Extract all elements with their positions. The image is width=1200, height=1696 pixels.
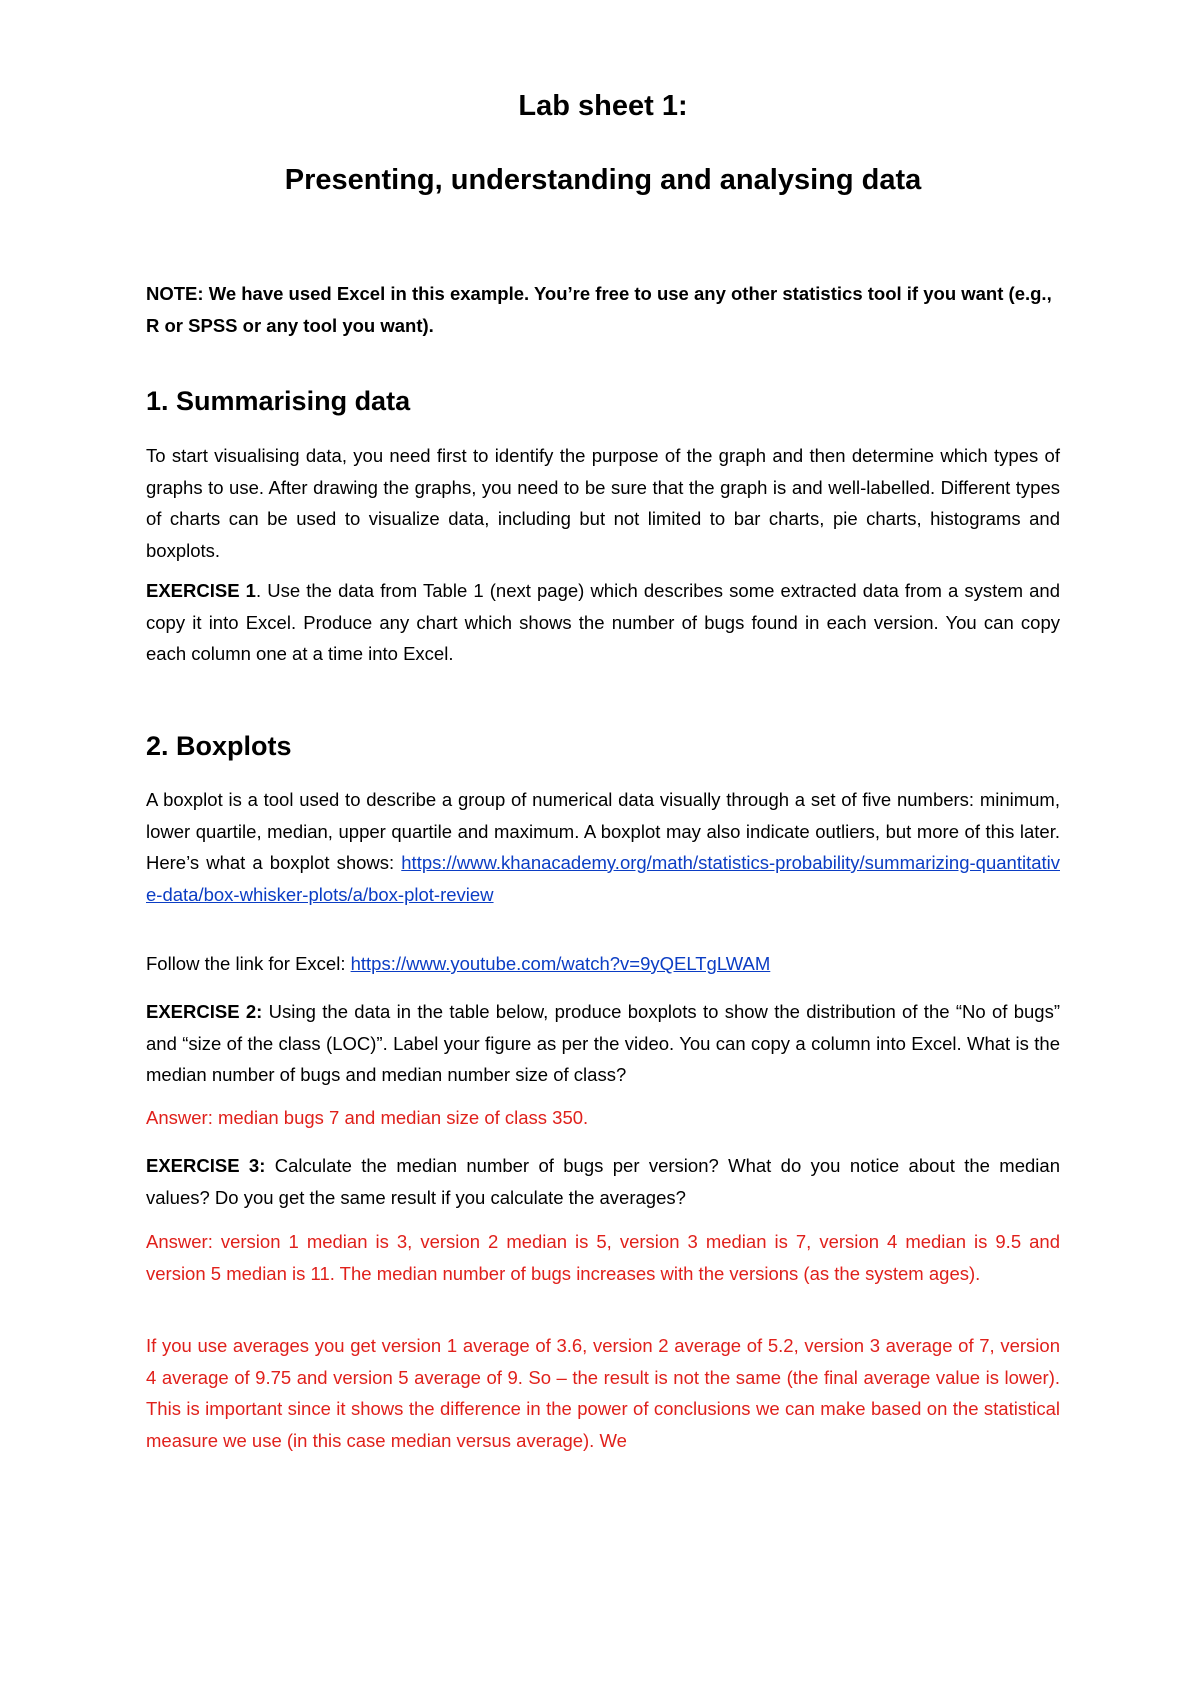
exercise1-label: EXERCISE 1: [146, 580, 256, 601]
section-heading-summarising: 1. Summarising data: [146, 386, 411, 416]
doc-title: Lab sheet 1:: [518, 90, 688, 122]
khan-academy-link[interactable]: https://www.khanacademy.org/math/statistics-probability/summarizing-quantitative-data/box-whisker-plots/a/box-plot-review: [146, 852, 1060, 905]
exercise2-text: Using the data in the table below, produce boxplots to show the distribution of the “No of bugs” and “size of the class (LOC)”. Label your figure as per the video. You can copy a column into Excel. What is the median number of bugs and median number size of class?: [146, 1001, 1060, 1085]
section2-intro: [146, 784, 1060, 910]
exercise3-answer-averages: If you use averages you get version 1 average of 3.6, version 2 average of 5.2, version 3 average of 7, version 4 average of 9.75 and version 5 average of 9. So – the result is not the same (the final average value is lower). This is important since it shows the difference in the power of conclusions we can make based on the statistical measure we use (in this case median versus average). We: [146, 1335, 1060, 1451]
exercise2-answer: Answer: median bugs 7 and median size of class 350.: [146, 1107, 589, 1128]
exercise3-answer-medians: Answer: version 1 median is 3, version 2 median is 5, version 3 median is 7, version 4 median is 9.5 and version 5 median is 11. The median number of bugs increases with the versions (as the system ages).: [146, 1231, 1060, 1284]
exercise1-text: . Use the data from Table 1 (next page) which describes some extracted data from a system and copy it into Excel. Produce any chart which shows the number of bugs found in each version. You can copy each column one at a time into Excel.: [146, 580, 1060, 664]
boxplot-intro-text: A boxplot is a tool used to describe a group of numerical data visually through a set of five numbers: minimum, lower quartile, median, upper quartile and maximum. A boxplot may also indicate outliers, but more of this later. Here’s what a boxplot shows:: [146, 789, 1060, 873]
youtube-link[interactable]: https://www.youtube.com/watch?v=9yQELTgLWAM: [350, 953, 771, 974]
excel-link-prefix: Follow the link for Excel:: [146, 953, 351, 974]
note-paragraph: NOTE: We have used Excel in this example. You’re free to use any other statistics tool if you want (e.g., R or SPSS or any tool you want).: [146, 283, 1052, 336]
exercise3-label: EXERCISE 3:: [146, 1155, 266, 1176]
section1-intro: To start visualising data, you need first to identify the purpose of the graph and then determine which types of graphs to use. After drawing the graphs, you need to be sure that the graph is and well-labelled. Different types of charts can be used to visualize data, including but not limited to bar charts, pie charts, histograms and boxplots.: [146, 445, 1060, 561]
exercise2-paragraph: [146, 996, 1060, 1091]
exercise3-paragraph: [146, 1150, 1060, 1213]
doc-subtitle: Presenting, understanding and analysing data: [284, 164, 922, 196]
exercise3-text: Calculate the median number of bugs per version? What do you notice about the median values? Do you get the same result if you calculate the averages?: [146, 1155, 1060, 1208]
excel-link-paragraph: [146, 948, 1060, 980]
section-heading-boxplots: 2. Boxplots: [146, 731, 292, 761]
exercise1-paragraph: [146, 575, 1060, 670]
exercise2-label: EXERCISE 2:: [146, 1001, 263, 1022]
